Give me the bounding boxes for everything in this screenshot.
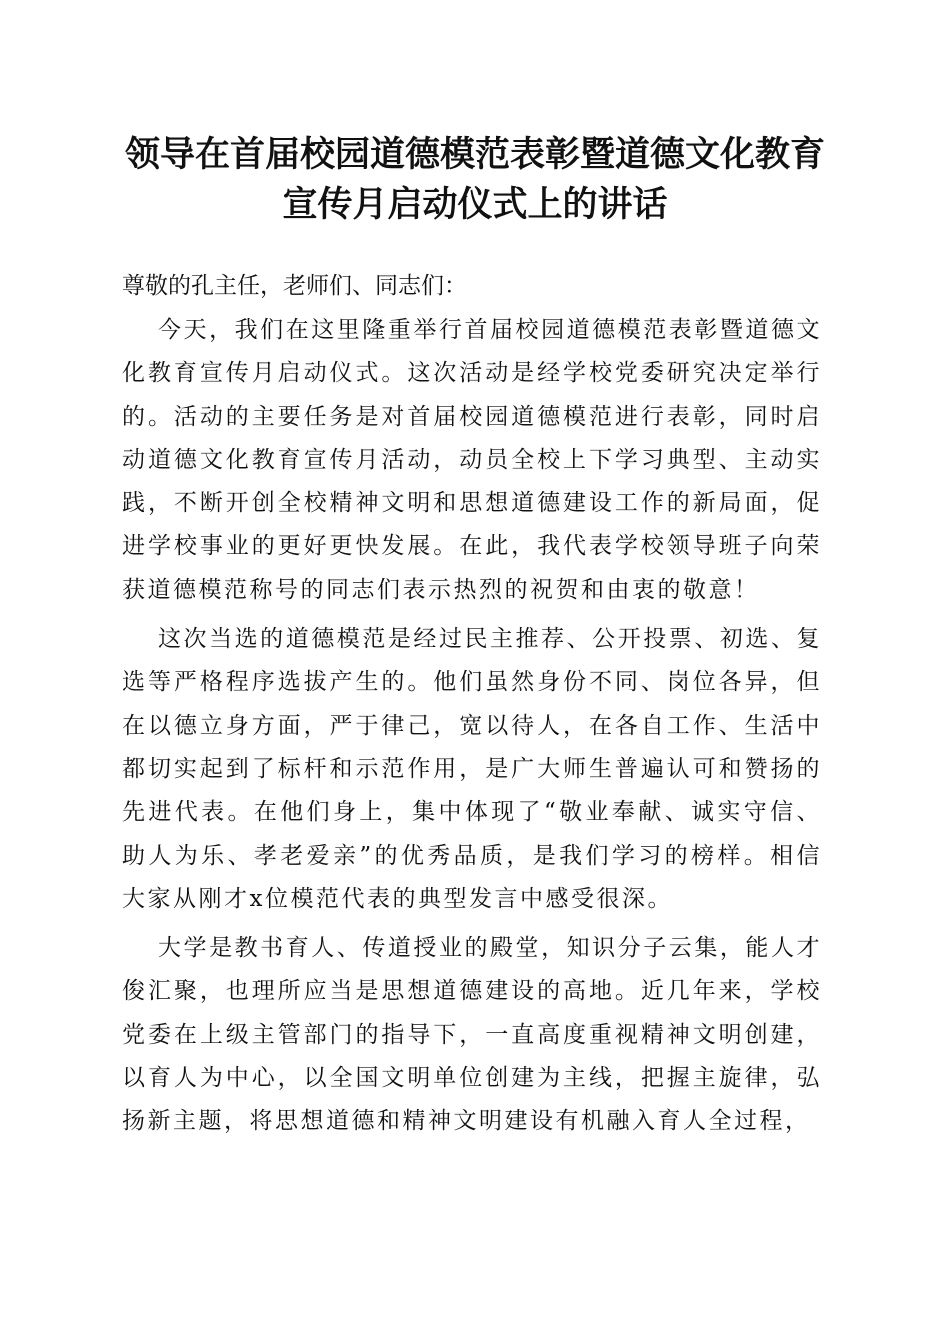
speech-title [80, 130, 870, 230]
paragraph-2: 这次当选的道德模范是经过民主推荐、公开投票、初选、复选等严格程序选拔产生的。他们虽然身份不同、岗位各异，但在以德立身方面，严于律己，宽以待人，在各自工作、生活中都切实起到了标杆和示范作用，是广大师生普遍认可和赞扬的先进代表。在他们身上，集中体现了“敬业奉献、诚实守信、助人为乐、孝老爱亲”的优秀品质，是我们学习的榜样。相信大家从刚才x位模范代表的典型发言中感受很深。 [122, 626, 822, 912]
paragraph-1: 今天，我们在这里隆重举行首届校园道德模范表彰暨道德文化教育宣传月启动仪式。这次活动是经学校党委研究决定举行的。活动的主要任务是对首届校园道德模范进行表彰，同时启动道德文化教育宣传月活动，动员全校上下学习典型、主动实践，不断开创全校精神文明和思想道德建设工作的新局面，促进学校事业的更好更快发展。在此，我代表学校领导班子向荣获道德模范称号的同志们表示热烈的祝贺和由衷的敬意！ [122, 317, 822, 603]
title-line-2: 宣传月启动仪式上的讲话 [282, 184, 668, 225]
speech-body [122, 266, 822, 1144]
salutation: 尊敬的孔主任，老师们、同志们： [122, 273, 467, 299]
title-line-1: 领导在首届校园道德模范表彰暨道德文化教育 [124, 134, 825, 175]
paragraph-3: 大学是教书育人、传道授业的殿堂，知识分子云集，能人才俊汇聚，也理所应当是思想道德建设的高地。近几年来，学校党委在上级主管部门的指导下，一直高度重视精神文明创建，以育人为中心，以全国文明单位创建为主线，把握主旋律，弘扬新主题，将思想道德和精神文明建设有机融入育人全过程， [122, 935, 822, 1135]
